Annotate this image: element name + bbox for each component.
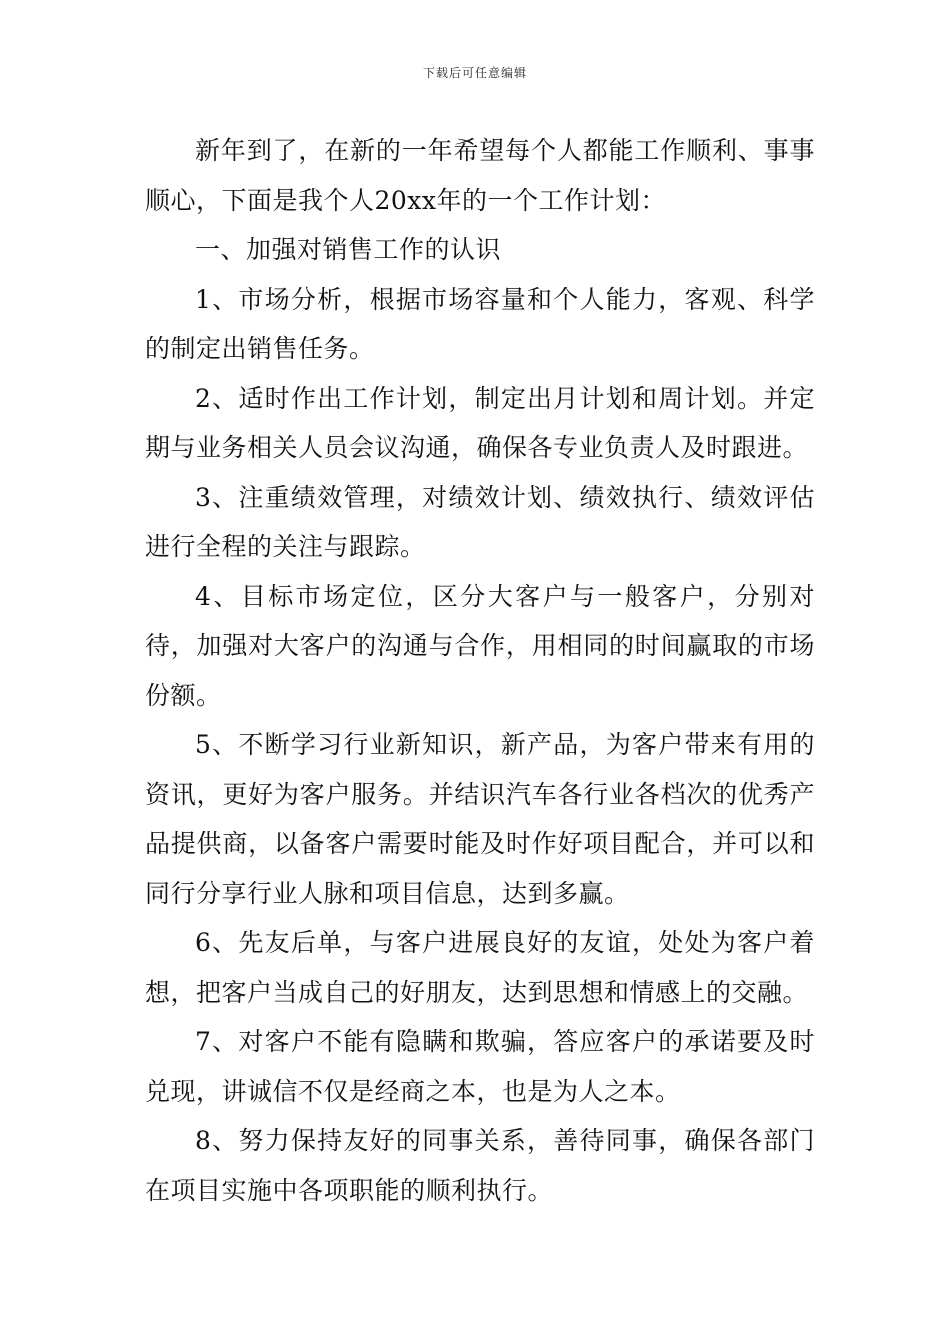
list-item-6: 6、先友后单，与客户进展良好的友谊，处处为客户着想，把客户当成自己的好朋友，达到思想和情感上的交融。 (145, 928, 815, 1007)
section-heading: 一、加强对销售工作的认识 (195, 235, 502, 264)
list-item-3: 3、注重绩效管理，对绩效计划、绩效执行、绩效评估进行全程的关注与跟踪。 (145, 482, 815, 561)
list-item-8: 8、努力保持友好的同事关系，善待同事，确保各部门在项目实施中各项职能的顺利执行。 (145, 1126, 815, 1205)
list-item-4: 4、目标市场定位，区分大客户与一般客户，分别对待，加强对大客户的沟通与合作，用相同的时间赢取的市场份额。 (145, 581, 815, 710)
document-body (145, 126, 815, 1215)
list-item-5: 5、不断学习行业新知识，新产品，为客户带来有用的资讯，更好为客户服务。并结识汽车各行业各档次的优秀产品提供商，以备客户需要时能及时作好项目配合，并可以和同行分享行业人脉和项目信息，达到多赢。 (145, 730, 815, 908)
list-item-7: 7、对客户不能有隐瞒和欺骗，答应客户的承诺要及时兑现，讲诚信不仅是经商之本，也是为人之本。 (145, 1027, 815, 1106)
list-item-1: 1、市场分析，根据市场容量和个人能力，客观、科学的制定出销售任务。 (145, 284, 815, 363)
download-note: 下载后可任意编辑 (422, 66, 527, 80)
intro-paragraph: 新年到了，在新的一年希望每个人都能工作顺利、事事顺心，下面是我个人20xx年的一个工作计划： (145, 136, 815, 215)
list-item-2: 2、适时作出工作计划，制定出月计划和周计划。并定期与业务相关人员会议沟通，确保各专业负责人及时跟进。 (145, 383, 815, 462)
